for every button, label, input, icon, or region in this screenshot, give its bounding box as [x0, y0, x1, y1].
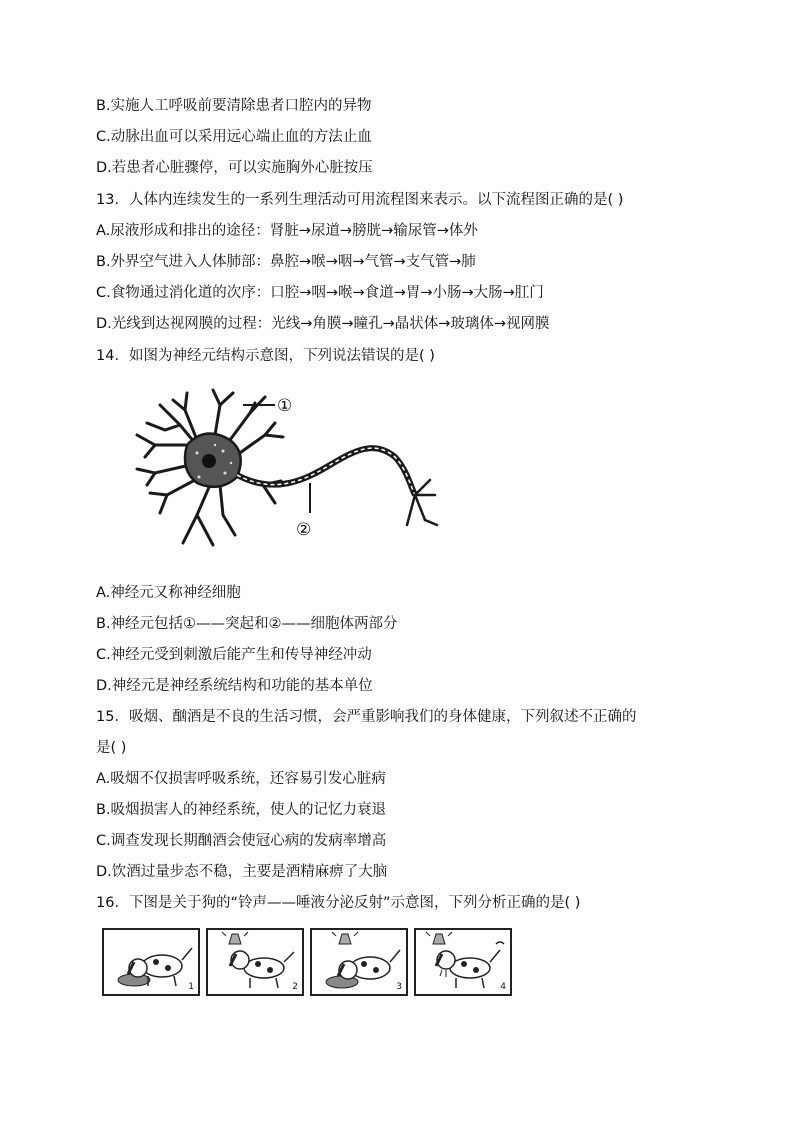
q12-option-c: C.动脉出血可以采用远心端止血的方法止血	[96, 129, 372, 145]
q15-option-c: C.调查发现长期酗酒会使冠心病的发病率增高	[96, 833, 387, 849]
q14-option-d: D.神经元是神经系统结构和功能的基本单位	[96, 678, 373, 694]
q14-stem: 14．如图为神经元结构示意图，下列说法错误的是( )	[96, 348, 435, 364]
q13-option-d: D.光线到达视网膜的过程：光线→角膜→瞳孔→晶状体→玻璃体→视网膜	[96, 316, 550, 332]
q13-option-a: A.尿液形成和排出的途径：肾脏→尿道→膀胱→输尿管→体外	[96, 223, 478, 239]
dog-eating-image	[104, 930, 198, 994]
dog-panel-1	[102, 928, 200, 996]
dog-panel-2	[206, 928, 304, 996]
q12-option-d: D.若患者心脏骤停，可以实施胸外心脏按压	[96, 160, 373, 176]
q14-option-a: A.神经元又称神经细胞	[96, 585, 241, 601]
q15-option-d: D.饮酒过量步态不稳，主要是酒精麻痹了大脑	[96, 864, 388, 880]
dog-bell-eating-image	[312, 930, 406, 994]
q15-stem-line2: 是( )	[96, 740, 127, 756]
q14-option-b: B.神经元包括①——突起和②——细胞体两部分	[96, 616, 398, 632]
q13-stem: 13．人体内连续发生的一系列生理活动可用流程图来表示。以下流程图正确的是( )	[96, 192, 624, 208]
panel-number: 1	[188, 982, 194, 992]
q15-stem-line1: 15．吸烟、酗酒是不良的生活习惯，会严重影响我们的身体健康，下列叙述不正确的	[96, 709, 637, 725]
neuron-figure	[125, 385, 445, 555]
panel-number: 2	[292, 982, 298, 992]
neuron-label-1: ①	[277, 396, 293, 416]
q12-option-b: B.实施人工呼吸前要清除患者口腔内的异物	[96, 98, 372, 114]
q15-option-a: A.吸烟不仅损害呼吸系统，还容易引发心脏病	[96, 771, 386, 787]
dog-panel-4	[414, 928, 512, 996]
q13-option-b: B.外界空气进入人体肺部：鼻腔→喉→咽→气管→支气管→肺	[96, 254, 476, 270]
dog-bell-salivating-image	[416, 930, 510, 994]
neuron-label-2: ②	[296, 520, 312, 540]
dog-bell-image	[208, 930, 302, 994]
q14-option-c: C.神经元受到刺激后能产生和传导神经冲动	[96, 647, 372, 663]
panel-number: 3	[396, 982, 402, 992]
neuron-diagram	[125, 385, 445, 555]
q13-option-c: C.食物通过消化道的次序：口腔→咽→喉→食道→胃→小肠→大肠→肛门	[96, 285, 544, 301]
q15-option-b: B.吸烟损害人的神经系统，使人的记忆力衰退	[96, 802, 387, 818]
panel-number: 4	[500, 982, 506, 992]
dog-panel-3	[310, 928, 408, 996]
q16-stem: 16．下图是关于狗的“铃声——唾液分泌反射”示意图，下列分析正确的是( )	[96, 895, 581, 911]
